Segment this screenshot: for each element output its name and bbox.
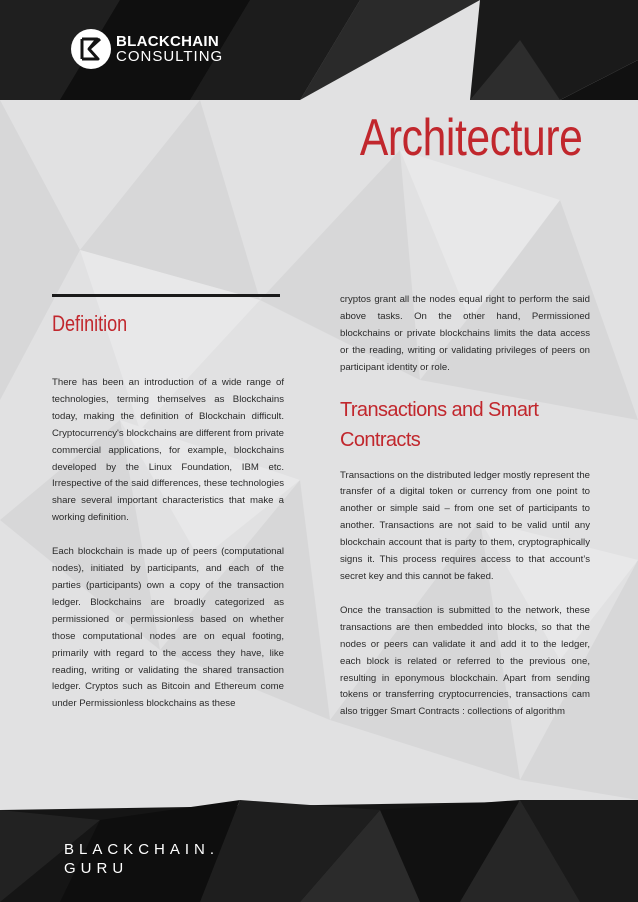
definition-paragraph-1: There has been an introduction of a wide range of technologies, terming themselves as Blockchains today, making the definition of Blockchain difficult. Cryptocurrency's blockchains are different from private commercial applications, for example, blockchains developed by the Linux Foundation, IBM etc. Irrespective of the said differences, these technologies share several important characteristics that make a working definition.: [52, 377, 284, 524]
page-title: Architecture: [359, 109, 582, 167]
definition-paragraph-2: Each blockchain is made up of peers (computational nodes), initiated by participants, and each of the parties (participants) own a copy of the transaction ledger. Blockchains are broadly categorized as permissioned or permissionless based on whether those computational nodes are on equal footing, primarily with regard to the access they have, like reading, writing or validating the shared transaction ledger. Cryptos such as Bitcoin and Ethereum come under Permissionless blockchains as these: [52, 546, 284, 710]
logo: [70, 28, 223, 70]
logo-line-1: BLACKCHAIN: [116, 33, 219, 50]
transactions-paragraph-1: Transactions on the distributed ledger mostly represent the transfer of a digital token or currency from one point to another or simple said – from one set of participants to another. Transactions are not said to be valid until any blockchain account that is party to them, cryptographically signs it. This process requires access to that account’s secret key and this cannot be faked.: [340, 469, 590, 582]
logo-line-2: CONSULTING: [116, 48, 224, 65]
left-column: [52, 294, 284, 713]
definition-heading: Definition: [52, 311, 128, 336]
footer-brand: [64, 840, 219, 878]
logo-text: [116, 34, 223, 64]
footer-brand-line-1: BLACKCHAIN.: [64, 841, 220, 858]
footer-brand-line-2: GURU: [64, 860, 129, 877]
right-column: [340, 292, 590, 721]
section-divider: [52, 294, 280, 297]
transactions-heading: Transactions and Smart Contracts: [340, 398, 539, 451]
continuation-paragraph: cryptos grant all the nodes equal right to perform the said above tasks. On the other hand, Permissioned blockchains or private blockchains limits the data access or the reading, writing or validating privileges of peers on participant identity or role.: [340, 294, 590, 373]
blackchain-logo-icon: [70, 28, 112, 70]
transactions-paragraph-2: Once the transaction is submitted to the network, these transactions are then embedded into blocks, so that the nodes or peers can validate it and add it to the ledger, each block is related or referred to the previous one, resulting in eponymous blockchain. Apart from sending tokens or transferring cryptocurrencies, transactions cam also trigger Smart Contracts : collections of algorithm: [340, 604, 590, 718]
